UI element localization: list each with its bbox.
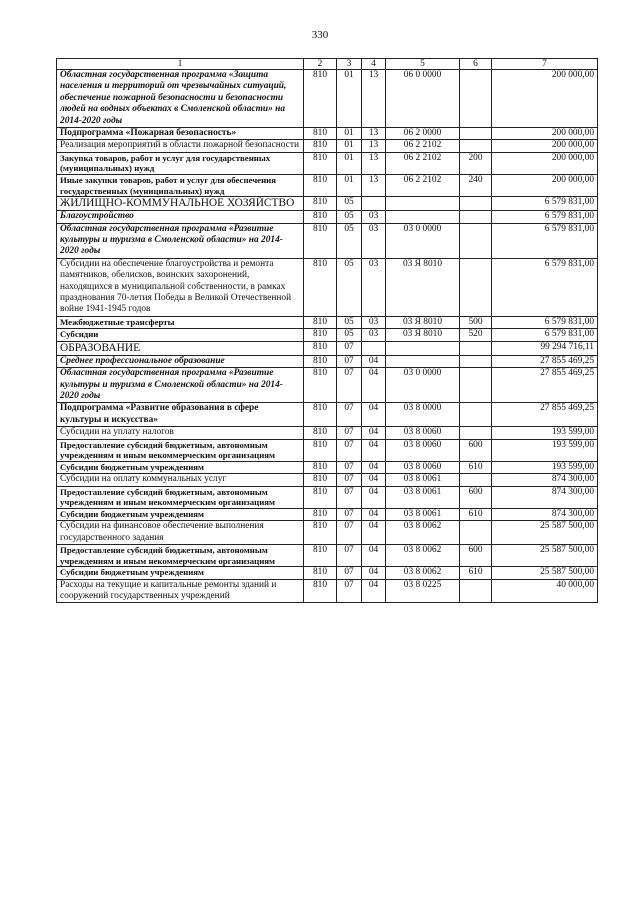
row-name-cell: Межбюджетные трансферты <box>57 316 304 328</box>
row-amount-cell: 6 579 831,00 <box>492 258 598 316</box>
row-amount-cell: 6 579 831,00 <box>492 329 598 341</box>
column-header: 1 <box>57 59 304 70</box>
row-code-cell: 810 <box>304 211 337 223</box>
row-subsection-cell: 04 <box>362 427 386 439</box>
table-header-row <box>57 59 598 70</box>
row-name-cell: Закупка товаров, работ и услуг для государственных (муниципальных) нужд <box>57 152 304 174</box>
table-row <box>57 368 598 403</box>
row-name-cell: Подпрограмма «Развитие образования в сфере культуры и искусства» <box>57 403 304 427</box>
row-amount-cell: 193 599,00 <box>492 461 598 473</box>
row-code-cell: 810 <box>304 341 337 355</box>
column-header: 2 <box>304 59 337 70</box>
column-header: 4 <box>362 59 386 70</box>
table-row <box>57 439 598 461</box>
row-name-cell: Субсидии на уплату налогов <box>57 427 304 439</box>
row-amount-cell: 200 000,00 <box>492 70 598 128</box>
row-type-cell <box>460 427 492 439</box>
row-section-cell: 07 <box>337 486 362 508</box>
row-subsection-cell: 04 <box>362 579 386 603</box>
row-target-cell: 03 Я 8010 <box>386 329 460 341</box>
row-subsection-cell <box>362 341 386 355</box>
row-subsection-cell: 03 <box>362 329 386 341</box>
row-target-cell: 03 8 0061 <box>386 474 460 486</box>
row-target-cell <box>386 211 460 223</box>
table-row <box>57 70 598 128</box>
row-name-cell: Областная государственная программа «Защита населения и территорий от чрезвычайных ситуаций, обеспечение пожарной безопасности и безопасности людей на водных объектах в Смоленской области» на 2014-2020 годы <box>57 70 304 128</box>
row-section-cell: 01 <box>337 128 362 140</box>
table-row <box>57 521 598 545</box>
column-header: 3 <box>337 59 362 70</box>
table-row <box>57 579 598 603</box>
row-target-cell: 03 8 0060 <box>386 427 460 439</box>
table-row <box>57 258 598 316</box>
row-code-cell: 810 <box>304 486 337 508</box>
row-section-cell: 07 <box>337 521 362 545</box>
row-type-cell: 610 <box>460 461 492 473</box>
row-amount-cell: 27 855 469,25 <box>492 368 598 403</box>
row-target-cell: 03 Я 8010 <box>386 316 460 328</box>
row-code-cell: 810 <box>304 461 337 473</box>
row-section-cell: 07 <box>337 341 362 355</box>
row-type-cell <box>460 368 492 403</box>
row-subsection-cell: 03 <box>362 223 386 258</box>
row-section-cell: 01 <box>337 70 362 128</box>
table-row <box>57 461 598 473</box>
row-section-cell: 07 <box>337 567 362 579</box>
row-type-cell <box>460 70 492 128</box>
row-type-cell: 610 <box>460 508 492 520</box>
row-code-cell: 810 <box>304 579 337 603</box>
row-code-cell: 810 <box>304 521 337 545</box>
row-type-cell <box>460 341 492 355</box>
row-type-cell <box>460 211 492 223</box>
row-target-cell: 06 2 2102 <box>386 140 460 152</box>
row-target-cell: 06 2 0000 <box>386 128 460 140</box>
row-subsection-cell: 04 <box>362 439 386 461</box>
row-target-cell: 03 8 0000 <box>386 403 460 427</box>
row-section-cell: 05 <box>337 316 362 328</box>
row-target-cell: 03 8 0062 <box>386 567 460 579</box>
row-target-cell: 06 2 2102 <box>386 152 460 174</box>
row-code-cell: 810 <box>304 316 337 328</box>
row-amount-cell: 27 855 469,25 <box>492 355 598 367</box>
table-row <box>57 175 598 197</box>
row-amount-cell: 25 587 500,00 <box>492 544 598 566</box>
row-type-cell: 240 <box>460 175 492 197</box>
row-type-cell: 520 <box>460 329 492 341</box>
row-name-cell: Подпрограмма «Пожарная безопасность» <box>57 128 304 140</box>
row-section-cell: 07 <box>337 427 362 439</box>
row-amount-cell: 99 294 716,11 <box>492 341 598 355</box>
row-target-cell: 03 8 0060 <box>386 461 460 473</box>
row-subsection-cell: 13 <box>362 140 386 152</box>
row-type-cell: 610 <box>460 567 492 579</box>
row-type-cell <box>460 521 492 545</box>
row-type-cell: 600 <box>460 486 492 508</box>
row-section-cell: 01 <box>337 175 362 197</box>
row-name-cell: Субсидии бюджетным учреждениям <box>57 508 304 520</box>
row-name-cell: Субсидии <box>57 329 304 341</box>
row-code-cell: 810 <box>304 223 337 258</box>
row-code-cell: 810 <box>304 152 337 174</box>
row-section-cell: 05 <box>337 329 362 341</box>
row-section-cell: 07 <box>337 544 362 566</box>
column-header: 6 <box>460 59 492 70</box>
row-name-cell: Субсидии на оплату коммунальных услуг <box>57 474 304 486</box>
row-name-cell: ОБРАЗОВАНИЕ <box>57 341 304 355</box>
row-amount-cell: 200 000,00 <box>492 128 598 140</box>
table-row <box>57 197 598 211</box>
table-row <box>57 508 598 520</box>
row-name-cell: Предоставление субсидий бюджетным, автономным учреждениям и иным некоммерческим организациям <box>57 544 304 566</box>
table-row <box>57 567 598 579</box>
row-section-cell: 07 <box>337 579 362 603</box>
row-subsection-cell: 04 <box>362 368 386 403</box>
row-code-cell: 810 <box>304 368 337 403</box>
table-row <box>57 427 598 439</box>
row-target-cell: 03 8 0062 <box>386 544 460 566</box>
table-row <box>57 486 598 508</box>
row-target-cell: 03 Я 8010 <box>386 258 460 316</box>
row-amount-cell: 874 300,00 <box>492 474 598 486</box>
row-section-cell: 07 <box>337 368 362 403</box>
row-subsection-cell: 13 <box>362 152 386 174</box>
column-header: 5 <box>386 59 460 70</box>
row-subsection-cell: 04 <box>362 544 386 566</box>
row-code-cell: 810 <box>304 258 337 316</box>
row-target-cell <box>386 341 460 355</box>
row-section-cell: 07 <box>337 355 362 367</box>
row-code-cell: 810 <box>304 128 337 140</box>
table-row <box>57 355 598 367</box>
row-code-cell: 810 <box>304 474 337 486</box>
table-row <box>57 544 598 566</box>
row-name-cell: Благоустройство <box>57 211 304 223</box>
row-section-cell: 01 <box>337 152 362 174</box>
row-code-cell: 810 <box>304 439 337 461</box>
row-type-cell: 600 <box>460 544 492 566</box>
row-code-cell: 810 <box>304 355 337 367</box>
row-amount-cell: 200 000,00 <box>492 152 598 174</box>
row-amount-cell: 40 000,00 <box>492 579 598 603</box>
table-body <box>57 70 598 603</box>
row-name-cell: Расходы на текущие и капитальные ремонты зданий и сооружений государственных учреждений <box>57 579 304 603</box>
table-row <box>57 474 598 486</box>
row-amount-cell: 200 000,00 <box>492 140 598 152</box>
row-section-cell: 07 <box>337 403 362 427</box>
row-subsection-cell: 03 <box>362 211 386 223</box>
table-row <box>57 316 598 328</box>
row-target-cell: 03 0 0000 <box>386 223 460 258</box>
row-subsection-cell: 04 <box>362 486 386 508</box>
row-code-cell: 810 <box>304 403 337 427</box>
table-row <box>57 329 598 341</box>
row-amount-cell: 6 579 831,00 <box>492 316 598 328</box>
row-type-cell: 600 <box>460 439 492 461</box>
row-subsection-cell: 04 <box>362 461 386 473</box>
row-section-cell: 07 <box>337 461 362 473</box>
row-code-cell: 810 <box>304 329 337 341</box>
row-type-cell <box>460 197 492 211</box>
row-subsection-cell: 04 <box>362 567 386 579</box>
row-subsection-cell: 04 <box>362 508 386 520</box>
row-target-cell: 06 0 0000 <box>386 70 460 128</box>
row-type-cell <box>460 140 492 152</box>
row-subsection-cell: 04 <box>362 403 386 427</box>
row-section-cell: 05 <box>337 223 362 258</box>
row-target-cell: 03 8 0060 <box>386 439 460 461</box>
row-amount-cell: 6 579 831,00 <box>492 211 598 223</box>
row-amount-cell: 874 300,00 <box>492 508 598 520</box>
row-code-cell: 810 <box>304 427 337 439</box>
row-amount-cell: 6 579 831,00 <box>492 197 598 211</box>
row-code-cell: 810 <box>304 508 337 520</box>
row-amount-cell: 193 599,00 <box>492 427 598 439</box>
row-type-cell: 200 <box>460 152 492 174</box>
row-code-cell: 810 <box>304 567 337 579</box>
row-section-cell: 05 <box>337 197 362 211</box>
row-target-cell: 03 8 0061 <box>386 508 460 520</box>
row-code-cell: 810 <box>304 140 337 152</box>
table-row <box>57 140 598 152</box>
table-row <box>57 152 598 174</box>
row-code-cell: 810 <box>304 70 337 128</box>
row-name-cell: Субсидии бюджетным учреждениям <box>57 461 304 473</box>
row-name-cell: Областная государственная программа «Развитие культуры и туризма в Смоленской области» на 2014-2020 годы <box>57 368 304 403</box>
row-name-cell: Реализация мероприятий в области пожарной безопасности <box>57 140 304 152</box>
row-name-cell: Субсидии на финансовое обеспечение выполнения государственного задания <box>57 521 304 545</box>
row-name-cell: Субсидии на обеспечение благоустройства и ремонта памятников, обелисков, воинских захоронений, находящихся в муниципальной собственности, в рамках празднования 70-летия Победы в Великой Отечественной войне 1941-1945 годов <box>57 258 304 316</box>
row-type-cell <box>460 403 492 427</box>
row-section-cell: 05 <box>337 258 362 316</box>
row-amount-cell: 6 579 831,00 <box>492 223 598 258</box>
row-section-cell: 01 <box>337 140 362 152</box>
column-header: 7 <box>492 59 598 70</box>
row-type-cell <box>460 474 492 486</box>
row-section-cell: 07 <box>337 474 362 486</box>
row-target-cell: 03 8 0061 <box>386 486 460 508</box>
row-amount-cell: 27 855 469,25 <box>492 403 598 427</box>
row-type-cell <box>460 223 492 258</box>
row-type-cell <box>460 355 492 367</box>
table-row <box>57 403 598 427</box>
row-subsection-cell <box>362 197 386 211</box>
row-type-cell <box>460 579 492 603</box>
row-target-cell: 06 2 2102 <box>386 175 460 197</box>
row-target-cell <box>386 197 460 211</box>
row-code-cell: 810 <box>304 544 337 566</box>
row-target-cell: 03 8 0062 <box>386 521 460 545</box>
row-amount-cell: 25 587 500,00 <box>492 567 598 579</box>
row-subsection-cell: 13 <box>362 128 386 140</box>
row-name-cell: Субсидии бюджетным учреждениям <box>57 567 304 579</box>
table-row <box>57 128 598 140</box>
row-amount-cell: 25 587 500,00 <box>492 521 598 545</box>
row-type-cell <box>460 258 492 316</box>
row-subsection-cell: 13 <box>362 70 386 128</box>
row-amount-cell: 193 599,00 <box>492 439 598 461</box>
row-target-cell: 03 8 0225 <box>386 579 460 603</box>
table-row <box>57 211 598 223</box>
row-name-cell: ЖИЛИЩНО-КОММУНАЛЬНОЕ ХОЗЯЙСТВО <box>57 197 304 211</box>
row-name-cell: Областная государственная программа «Развитие культуры и туризма в Смоленской области» на 2014-2020 годы <box>57 223 304 258</box>
row-section-cell: 07 <box>337 508 362 520</box>
row-name-cell: Предоставление субсидий бюджетным, автономным учреждениям и иным некоммерческим организациям <box>57 439 304 461</box>
row-name-cell: Иные закупки товаров, работ и услуг для обеспечения государственных (муниципальных) нужд <box>57 175 304 197</box>
row-name-cell: Среднее профессиональное образование <box>57 355 304 367</box>
row-subsection-cell: 04 <box>362 355 386 367</box>
row-type-cell <box>460 128 492 140</box>
row-subsection-cell: 04 <box>362 521 386 545</box>
table-row <box>57 223 598 258</box>
row-name-cell: Предоставление субсидий бюджетным, автономным учреждениям и иным некоммерческим организациям <box>57 486 304 508</box>
row-subsection-cell: 13 <box>362 175 386 197</box>
row-subsection-cell: 03 <box>362 316 386 328</box>
row-amount-cell: 874 300,00 <box>492 486 598 508</box>
row-target-cell <box>386 355 460 367</box>
row-subsection-cell: 03 <box>362 258 386 316</box>
row-section-cell: 05 <box>337 211 362 223</box>
budget-table <box>56 58 598 603</box>
row-type-cell: 500 <box>460 316 492 328</box>
row-code-cell: 810 <box>304 175 337 197</box>
row-target-cell: 03 0 0000 <box>386 368 460 403</box>
row-subsection-cell: 04 <box>362 474 386 486</box>
row-code-cell: 810 <box>304 197 337 211</box>
table-row <box>57 341 598 355</box>
row-amount-cell: 200 000,00 <box>492 175 598 197</box>
page-number: 330 <box>311 29 329 41</box>
row-section-cell: 07 <box>337 439 362 461</box>
